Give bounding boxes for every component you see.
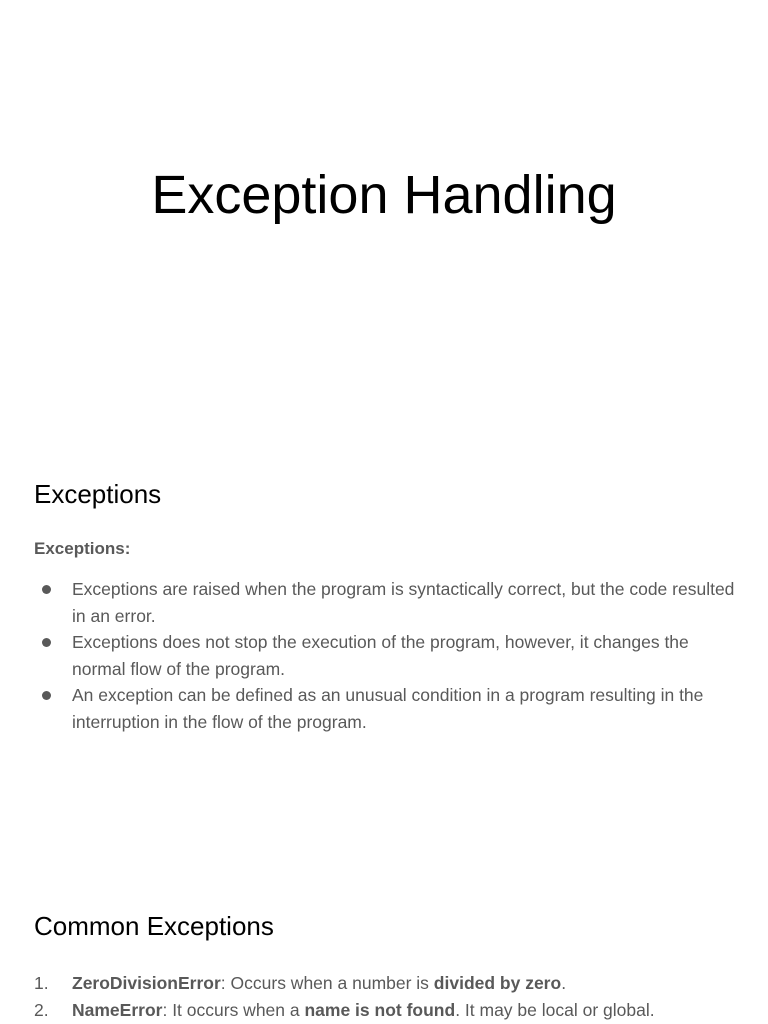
list-number: 1. bbox=[34, 973, 49, 993]
bullet-text: Exceptions are raised when the program is syntactically correct, but the code resulted in an error. bbox=[72, 579, 735, 626]
exceptions-bullet-list bbox=[34, 576, 746, 735]
bullet-item bbox=[34, 629, 746, 682]
exception-name: ZeroDivisionError bbox=[72, 973, 221, 993]
section-heading: Exceptions bbox=[34, 479, 162, 509]
exception-emphasis: divided by zero bbox=[433, 973, 562, 993]
slide-common-exceptions bbox=[0, 864, 768, 1024]
exception-description-end: . It may be local or global. bbox=[455, 999, 655, 1020]
slide-title bbox=[0, 0, 768, 432]
list-number: 2. bbox=[34, 999, 49, 1020]
common-exceptions-list bbox=[34, 970, 746, 1023]
exception-name: NameError bbox=[72, 999, 163, 1020]
exception-description: : Occurs when a number is bbox=[220, 973, 434, 993]
exception-description: : It occurs when a bbox=[162, 999, 305, 1020]
bullet-icon bbox=[42, 691, 51, 700]
exception-description-end: . bbox=[561, 973, 567, 993]
bullet-item bbox=[34, 682, 746, 735]
bullet-icon bbox=[42, 585, 51, 594]
exception-emphasis: name is not found bbox=[304, 999, 456, 1020]
list-item bbox=[34, 997, 746, 1024]
bullet-text: Exceptions does not stop the execution of the program, however, it changes the normal flow of the program. bbox=[72, 632, 689, 679]
exceptions-label: Exceptions: bbox=[34, 539, 131, 558]
bullet-icon bbox=[42, 638, 51, 647]
bullet-item bbox=[34, 576, 746, 629]
list-item bbox=[34, 970, 746, 997]
page-title: Exception Handling bbox=[151, 165, 617, 225]
section-heading: Common Exceptions bbox=[34, 911, 274, 941]
bullet-text: An exception can be defined as an unusual condition in a program resulting in the interruption in the flow of the program. bbox=[72, 685, 704, 732]
slide-exceptions bbox=[0, 432, 768, 864]
